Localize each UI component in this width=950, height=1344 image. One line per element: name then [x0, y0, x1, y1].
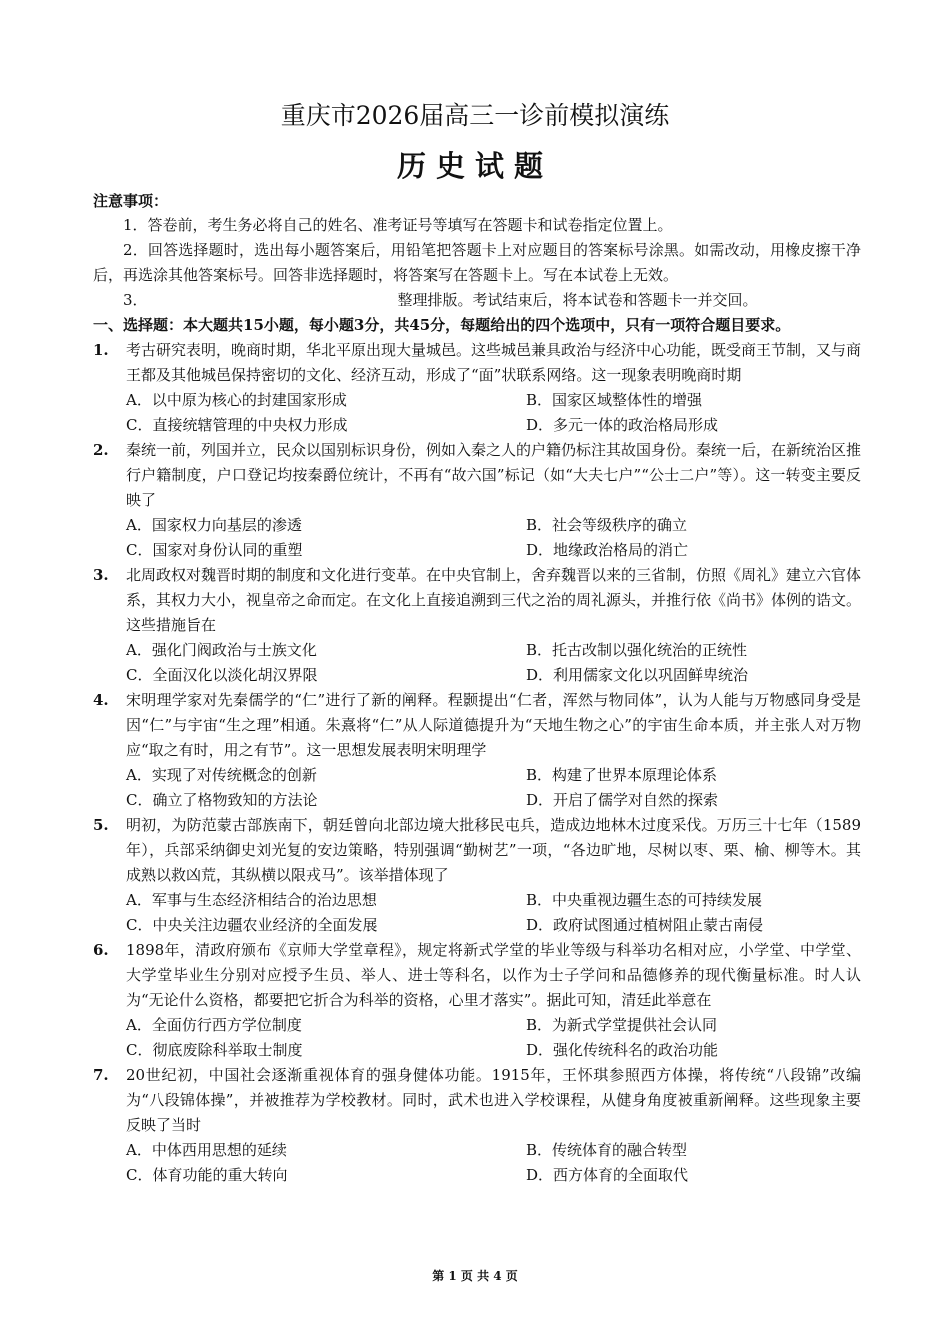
question-number: 1. [93, 341, 109, 359]
question-stem: 1898年，清政府颁布《京师大学堂章程》，规定将新式学堂的毕业等级与科举功名相对应，小学堂、中学堂、大学堂毕业生分别对应授予生员、举人、进士等科名，以作为士子学问和品德修养的现代衡量标准。时人认为“无论什么资格，都要把它折合为科举的资格，心里才落实”。据此可知，清廷此举意在 [126, 941, 861, 1009]
question-3 [93, 563, 861, 688]
question-number: 3. [93, 566, 109, 584]
option-d: D．政府试图通过植树阻止蒙古南侵 [526, 916, 764, 934]
exam-content [93, 190, 861, 1188]
option-b: B．构建了世界本原理论体系 [526, 766, 718, 784]
notice-heading: 注意事项： [93, 192, 169, 210]
question-6 [93, 938, 861, 1063]
notice-item: 1．答卷前，考生务必将自己的姓名、准考证号等填写在答题卡和试卷指定位置上。 [123, 216, 673, 234]
option-c: C．体育功能的重大转向 [126, 1166, 288, 1184]
question-5 [93, 813, 861, 938]
option-d: D．多元一体的政治格局形成 [526, 416, 719, 434]
notice-item-text: 整理排版。考试结束后，将本试卷和答题卡一并交回。 [397, 291, 758, 309]
option-a: A．实现了对传统概念的创新 [126, 766, 317, 784]
option-a: A．中体西用思想的延续 [126, 1141, 287, 1159]
question-stem: 考古研究表明，晚商时期，华北平原出现大量城邑。这些城邑兼具政治与经济中心功能，既受商王节制，又与商王都及其他城邑保持密切的文化、经济互动，形成了“面”状联系网络。这一现象表明晚商时期 [126, 341, 862, 384]
option-b: B．中央重视边疆生态的可持续发展 [526, 891, 763, 909]
question-number: 7. [93, 1066, 109, 1084]
option-a: A．国家权力向基层的渗透 [126, 516, 302, 534]
question-number: 4. [93, 691, 109, 709]
option-a: A．全面仿行西方学位制度 [126, 1016, 302, 1034]
option-a: A．军事与生态经济相结合的治边思想 [126, 891, 377, 909]
page-footer: 第 1 页 共 4 页 [432, 1269, 518, 1283]
option-d: D．西方体育的全面取代 [526, 1166, 689, 1184]
question-stem: 宋明理学家对先秦儒学的“仁”进行了新的阐释。程颢提出“仁者，浑然与物同体”，认为人能与万物感同身受是因“仁”与宇宙“生之理”相通。朱熹将“仁”从人际道德提升为“天地生物之心”的宇宙生命本质，并主张人对万物应“取之有时，用之有节”。这一思想发展表明宋明理学 [126, 691, 861, 759]
option-c: C．国家对身份认同的重塑 [126, 541, 303, 559]
question-2 [93, 438, 861, 563]
question-stem: 20世纪初，中国社会逐渐重视体育的强身健体功能。1915年，王怀琪参照西方体操，将传统“八段锦”改编为“八段锦体操”，并被推荐为学校教材。同时，武术也进入学校课程，从健身角度被重新阐释。这些现象主要反映了当时 [126, 1066, 861, 1134]
question-1 [93, 338, 861, 438]
option-c: C．全面汉化以淡化胡汉界限 [126, 666, 318, 684]
option-c: C．中央关注边疆农业经济的全面发展 [126, 916, 378, 934]
question-4 [93, 688, 861, 813]
option-d: D．地缘政治格局的消亡 [526, 541, 689, 559]
option-b: B．托古改制以强化统治的正统性 [526, 641, 748, 659]
option-c: C．直接统辖管理的中央权力形成 [126, 416, 348, 434]
page-title: 重庆市2026届高三一诊前模拟演练 [280, 101, 670, 130]
option-b: B．社会等级秩序的确立 [526, 516, 688, 534]
option-c: C．确立了格物致知的方法论 [126, 791, 318, 809]
option-b: B．为新式学堂提供社会认同 [526, 1016, 718, 1034]
question-number: 2. [93, 441, 109, 459]
option-d: D．强化传统科名的政治功能 [526, 1041, 719, 1059]
notice-item-number: 3． [123, 291, 148, 309]
question-7 [93, 1063, 861, 1188]
question-stem: 明初，为防范蒙古部族南下，朝廷曾向北部边境大批移民屯兵，造成边地林木过度采伐。万历三十七年（1589年），兵部采纳御史刘光复的安边策略，特别强调“勤树艺”一项，“各边旷地，尽树以枣、栗、榆、柳等木。其成熟以救凶荒，其纵横以限戎马”。该举措体现了 [126, 816, 861, 884]
option-b: B．国家区域整体性的增强 [526, 391, 703, 409]
option-a: A．以中原为核心的封建国家形成 [126, 391, 347, 409]
question-number: 5. [93, 816, 109, 834]
notice-section [93, 190, 861, 313]
notice-item: 2．回答选择题时，选出每小题答案后，用铅笔把答题卡上对应题目的答案标号涂黑。如需改动，用橡皮擦干净后，再选涂其他答案标号。回答非选择题时，将答案写在答题卡上。写在本试卷上无效。 [93, 241, 861, 284]
page-subtitle: 历史试题 [396, 149, 553, 183]
option-a: A．强化门阀政治与士族文化 [126, 641, 317, 659]
question-stem: 北周政权对魏晋时期的制度和文化进行变革。在中央官制上，舍弃魏晋以来的三省制，仿照《周礼》建立六官体系，其权力大小，视皇帝之命而定。在文化上直接追溯到三代之治的周礼源头，并推行依《尚书》体例的诰文。这些措施旨在 [126, 566, 862, 634]
question-stem: 秦统一前，列国并立，民众以国别标识身份，例如入秦之人的户籍仍标注其故国身份。秦统一后，在新统治区推行户籍制度，户口登记均按秦爵位统计，不再有“故六国”标记（如“大夫七户”“公士二户”等）。这一转变主要反映了 [126, 441, 862, 509]
option-c: C．彻底废除科举取士制度 [126, 1041, 303, 1059]
option-b: B．传统体育的融合转型 [526, 1141, 688, 1159]
section-heading: 一、选择题：本大题共15小题，每小题3分，共45分，每题给出的四个选项中，只有一项符合题目要求。 [93, 316, 791, 334]
option-d: D．开启了儒学对自然的探索 [526, 791, 719, 809]
notice-item [93, 288, 861, 313]
question-number: 6. [93, 941, 109, 959]
option-d: D．利用儒家文化以巩固鲜卑统治 [526, 666, 749, 684]
